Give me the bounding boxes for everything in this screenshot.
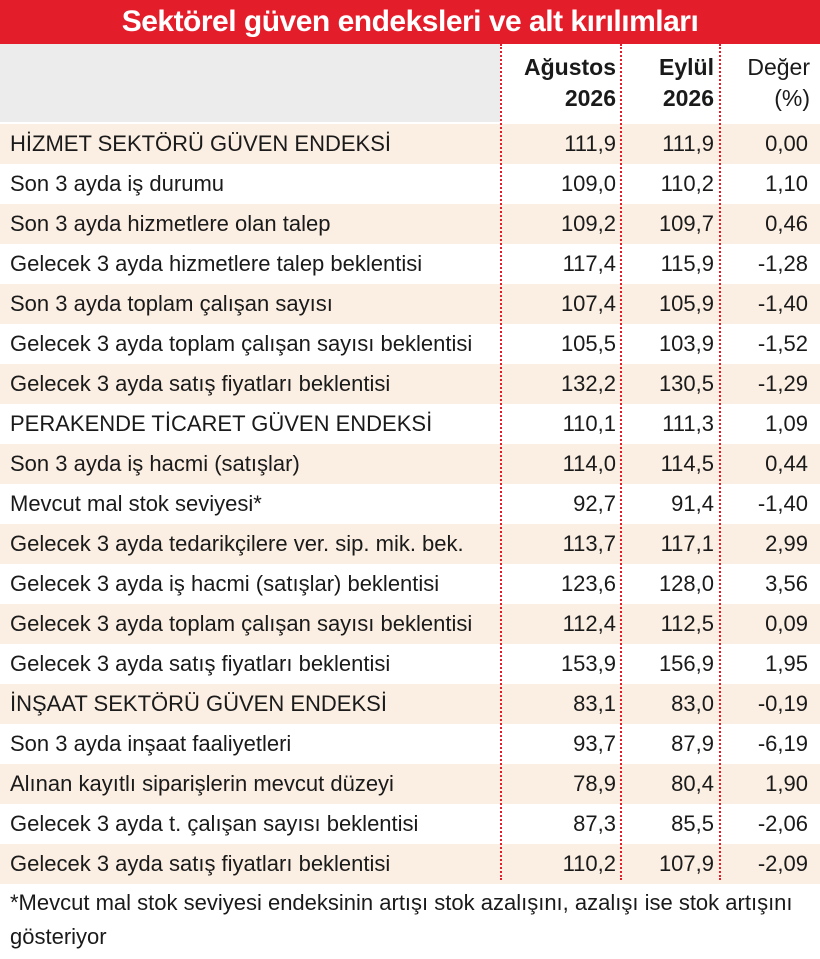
august-value: 87,3 (573, 811, 616, 836)
august-value: 110,2 (562, 851, 616, 876)
change-value: 2,99 (765, 531, 808, 556)
table-title: Sektörel güven endeksleri ve alt kırılımları (121, 5, 699, 38)
september-value: 115,9 (660, 251, 714, 276)
september-value: 111,3 (662, 411, 714, 436)
column-divider (719, 44, 721, 880)
row-label: Son 3 ayda iş hacmi (satışlar) (10, 451, 300, 476)
september-value: 117,1 (660, 531, 714, 556)
row-label: Gelecek 3 ayda satış fiyatları beklentisi (10, 371, 391, 396)
header-september (622, 52, 716, 122)
august-value: 153,9 (560, 651, 616, 676)
august-value: 93,7 (573, 731, 616, 756)
row-label: Son 3 ayda toplam çalışan sayısı (10, 291, 333, 316)
change-value: 0,09 (765, 611, 808, 636)
september-value: 156,9 (658, 651, 714, 676)
august-value: 109,2 (560, 211, 616, 236)
september-value: 91,4 (671, 491, 714, 516)
september-value: 110,2 (660, 171, 714, 196)
august-value: 78,9 (573, 771, 616, 796)
table-row (0, 804, 820, 844)
table-row (0, 284, 820, 324)
table-row (0, 844, 820, 884)
header-september-month: Eylül (659, 54, 714, 80)
table-row (0, 564, 820, 604)
change-value: -1,40 (757, 291, 808, 316)
change-value: -1,28 (757, 251, 808, 276)
table-row (0, 204, 820, 244)
table-row (0, 724, 820, 764)
september-value: 112,5 (660, 611, 714, 636)
row-label: Gelecek 3 ayda t. çalışan sayısı beklentisi (10, 811, 419, 836)
row-label: Gelecek 3 ayda tedarikçilere ver. sip. mik. bek. (10, 531, 464, 556)
table-row (0, 484, 820, 524)
september-value: 130,5 (658, 371, 714, 396)
september-value: 111,9 (662, 131, 714, 156)
change-value: -1,40 (757, 491, 808, 516)
header-august (500, 52, 618, 122)
change-value: 1,95 (765, 651, 808, 676)
september-value: 87,9 (671, 731, 714, 756)
change-value: 0,00 (765, 131, 808, 156)
table-row (0, 684, 820, 724)
august-value: 117,4 (562, 251, 616, 276)
header-change (720, 52, 812, 122)
august-value: 132,2 (560, 371, 616, 396)
august-value: 83,1 (573, 691, 616, 716)
table-row (0, 404, 820, 444)
column-divider (620, 44, 622, 880)
row-label: Gelecek 3 ayda iş hacmi (satışlar) beklentisi (10, 571, 440, 596)
september-value: 83,0 (671, 691, 714, 716)
change-value: 1,10 (765, 171, 808, 196)
table-row (0, 524, 820, 564)
august-value: 112,4 (562, 611, 616, 636)
table-body (0, 124, 820, 884)
row-label: Son 3 ayda inşaat faaliyetleri (10, 731, 292, 756)
header-change-unit: (%) (774, 85, 810, 111)
change-value: 1,90 (765, 771, 808, 796)
row-label: Gelecek 3 ayda satış fiyatları beklentisi (10, 651, 391, 676)
row-label: Gelecek 3 ayda satış fiyatları beklentisi (10, 851, 391, 876)
table-row (0, 764, 820, 804)
table-row (0, 244, 820, 284)
change-value: 1,09 (765, 411, 808, 436)
row-label: Mevcut mal stok seviyesi* (10, 491, 262, 516)
header-september-year: 2026 (662, 85, 714, 111)
table-row (0, 364, 820, 404)
table-row (0, 444, 820, 484)
header-label-area (0, 44, 500, 122)
header-change-label: Değer (747, 54, 810, 80)
table-row (0, 164, 820, 204)
row-label: Gelecek 3 ayda hizmetlere talep beklentisi (10, 251, 423, 276)
title-bar (0, 0, 820, 44)
august-value: 107,4 (560, 291, 616, 316)
table-row (0, 604, 820, 644)
change-value: -1,29 (757, 371, 808, 396)
august-value: 109,0 (560, 171, 616, 196)
change-value: -2,09 (757, 851, 808, 876)
table-row (0, 324, 820, 364)
august-value: 110,1 (562, 411, 616, 436)
august-value: 113,7 (562, 531, 616, 556)
september-value: 109,7 (658, 211, 714, 236)
change-value: -0,19 (757, 691, 808, 716)
row-label: PERAKENDE TİCARET GÜVEN ENDEKSİ (10, 411, 433, 436)
header-august-month: Ağustos (524, 54, 616, 80)
august-value: 114,0 (562, 451, 616, 476)
august-value: 92,7 (573, 491, 616, 516)
september-value: 105,9 (658, 291, 714, 316)
table-row (0, 124, 820, 164)
september-value: 107,9 (658, 851, 714, 876)
change-value: 0,46 (765, 211, 808, 236)
row-label: Gelecek 3 ayda toplam çalışan sayısı beklentisi (10, 331, 473, 356)
september-value: 114,5 (660, 451, 714, 476)
footnote: *Mevcut mal stok seviyesi endeksinin artışı stok azalışını, azalışı ise stok artışını gösteriyor (10, 890, 793, 949)
row-label: Gelecek 3 ayda toplam çalışan sayısı beklentisi (10, 611, 473, 636)
table-row (0, 644, 820, 684)
change-value: -2,06 (757, 811, 808, 836)
september-value: 103,9 (658, 331, 714, 356)
change-value: -1,52 (757, 331, 808, 356)
august-value: 123,6 (560, 571, 616, 596)
august-value: 111,9 (564, 131, 616, 156)
column-divider (500, 44, 502, 880)
header-august-year: 2026 (564, 85, 616, 111)
table-header (0, 44, 820, 122)
change-value: -6,19 (757, 731, 808, 756)
september-value: 85,5 (671, 811, 714, 836)
change-value: 3,56 (765, 571, 808, 596)
row-label: HİZMET SEKTÖRÜ GÜVEN ENDEKSİ (10, 131, 391, 156)
row-label: Son 3 ayda iş durumu (10, 171, 225, 196)
row-label: Alınan kayıtlı siparişlerin mevcut düzeyi (10, 771, 394, 796)
september-value: 80,4 (671, 771, 714, 796)
september-value: 128,0 (658, 571, 714, 596)
change-value: 0,44 (765, 451, 808, 476)
august-value: 105,5 (560, 331, 616, 356)
row-label: Son 3 ayda hizmetlere olan talep (10, 211, 331, 236)
row-label: İNŞAAT SEKTÖRÜ GÜVEN ENDEKSİ (10, 691, 387, 716)
